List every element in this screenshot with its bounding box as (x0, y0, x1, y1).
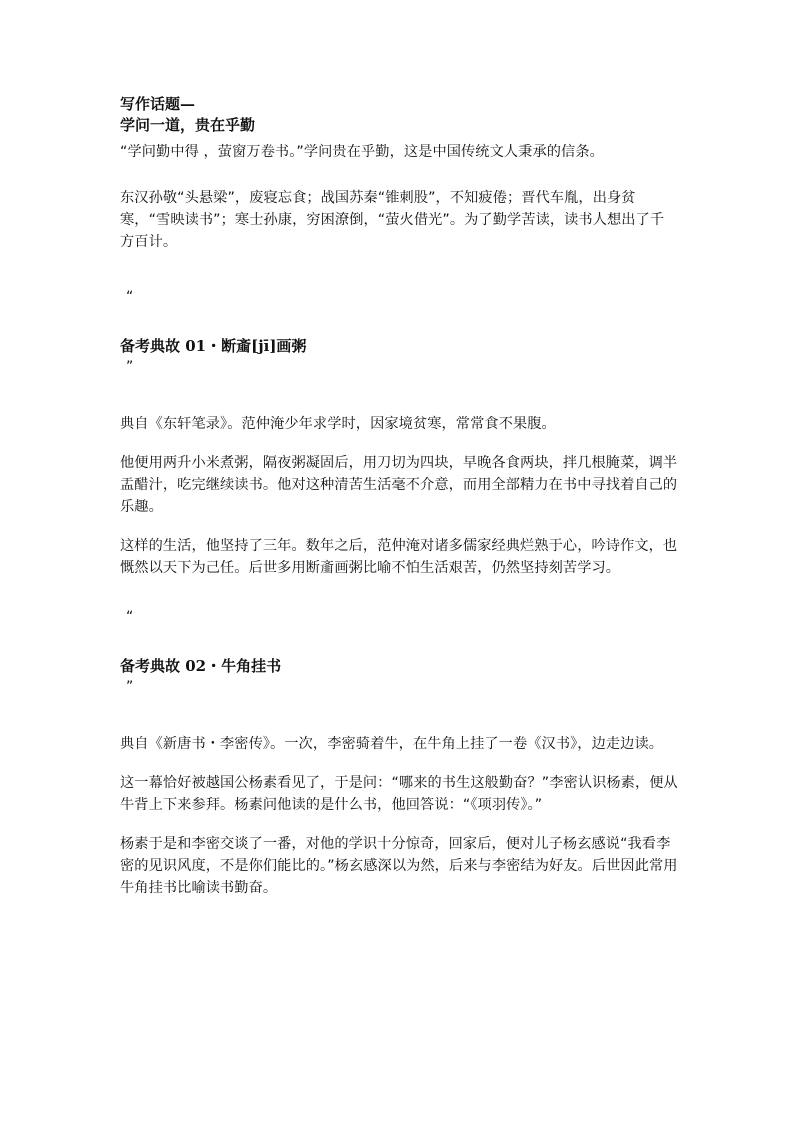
story-heading: 备考典故 02・牛角挂书 (120, 657, 282, 675)
story-paragraph: 这样的生活，他坚持了三年。数年之后，范仲淹对诸多儒家经典烂熟于心，吟诗作文，也慨然以天下为己任。后世多用断齑画粥比喻不怕生活艰苦，仍然坚持刻苦学习。 (120, 538, 678, 576)
story-paragraph: 典自《东轩笔录》。范仲淹少年求学时，因家境贫寒，常常食不果腹。 (120, 416, 556, 432)
close-quote-mark: ” (126, 359, 134, 375)
open-quote-mark: “ (126, 289, 134, 305)
open-quote-mark: “ (126, 609, 134, 625)
topic-title: 学问一道，贵在乎勤 (120, 116, 256, 134)
story-paragraph: 典自《新唐书・李密传》。一次，李密骑着牛，在牛角上挂了一卷《汉书》，边走边读。 (120, 736, 664, 752)
story-heading: 备考典故 01・断齑[jī]画粥 (120, 337, 307, 355)
close-quote-mark: ” (126, 679, 134, 695)
intro-paragraph: 东汉孙敬“头悬梁”，废寝忘食；战国苏秦“锥刺股”，不知疲倦；晋代车胤，出身贫寒，“雪映读书”；寒士孙康，穷困潦倒，“萤火借光”。为了勤学苦读，读书人想出了千方百计。 (120, 190, 665, 250)
intro-paragraph: “学问勤中得 ，萤窗万卷书。”学问贵在乎勤，这是中国传统文人秉承的信条。 (120, 144, 604, 160)
story-paragraph: 他便用两升小米煮粥，隔夜粥凝固后，用刀切为四块，早晚各食两块，拌几根腌菜，调半盂醋汁，吃完继续读书。他对这种清苦生活毫不介意，而用全部精力在书中寻找着自己的乐趣。 (120, 455, 678, 515)
story-paragraph: 杨素于是和李密交谈了一番，对他的学识十分惊奇，回家后，便对儿子杨玄感说“我看李密的见识风度，不是你们能比的。”杨玄感深以为然，后来与李密结为好友。后世因此常用牛角挂书比喻读书勤奋。 (120, 836, 678, 896)
document-content (120, 94, 678, 899)
story-paragraph: 这一幕恰好被越国公杨素看见了，于是问：“哪来的书生这般勤奋？”李密认识杨素，便从牛背上下来参拜。杨素问他读的是什么书，他回答说：“《项羽传》。” (120, 775, 678, 813)
topic-label: 写作话题— (120, 95, 196, 113)
